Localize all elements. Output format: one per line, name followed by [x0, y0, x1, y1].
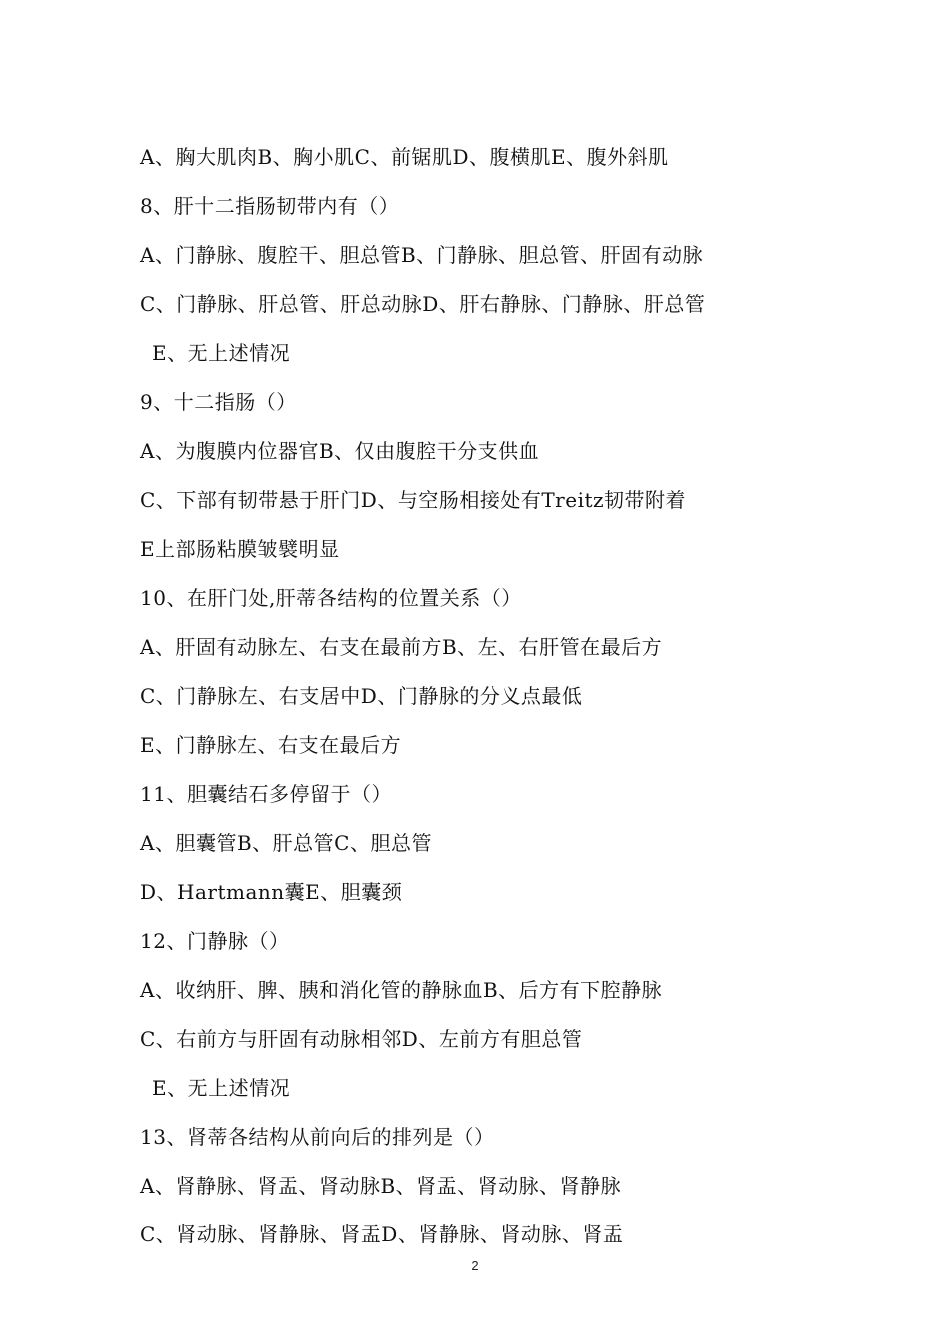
text-line-q9-options-ab: A、为腹膜内位器官B、仅由腹腔干分支供血: [140, 439, 540, 463]
text-line-q9-options-cd: C、下部有韧带悬于肝门D、与空肠相接处有Treitz韧带附着: [140, 488, 687, 512]
text-line-q10-option-e: E、门静脉左、右支在最后方: [140, 733, 402, 757]
text-line-q7-options: A、胸大肌肉B、胸小肌C、前锯肌D、腹横肌E、腹外斜肌: [140, 145, 669, 169]
text-line-q10-options-cd: C、门静脉左、右支居中D、门静脉的分义点最低: [140, 684, 583, 708]
text-line-q12-options-ab: A、收纳肝、脾、胰和消化管的静脉血B、后方有下腔静脉: [140, 978, 663, 1002]
text-line-q12-question: 12、门静脉（）: [140, 929, 290, 953]
text-line-q8-options-ab: A、门静脉、腹腔干、胆总管B、门静脉、胆总管、肝固有动脉: [140, 243, 704, 267]
text-line-q12-options-cd: C、右前方与肝固有动脉相邻D、左前方有胆总管: [140, 1027, 583, 1051]
text-line-q13-options-ab: A、肾静脉、肾盂、肾动脉B、肾盂、肾动脉、肾静脉: [140, 1174, 622, 1198]
text-line-q10-options-ab: A、肝固有动脉左、右支在最前方B、左、右肝管在最后方: [140, 635, 663, 659]
text-line-q10-question: 10、在肝门处,肝蒂各结构的位置关系（）: [140, 586, 522, 610]
text-line-q13-question: 13、肾蒂各结构从前向后的排列是（）: [140, 1125, 495, 1149]
text-line-q11-options-de: D、Hartmann囊E、胆囊颈: [140, 880, 403, 904]
page-number: 2: [471, 1258, 479, 1273]
text-line-q11-question: 11、胆囊结石多停留于（）: [140, 782, 392, 806]
text-line-q9-option-e: E上部肠粘膜皱襞明显: [140, 537, 340, 561]
text-line-q12-option-e: E、无上述情况: [152, 1076, 291, 1100]
text-line-q8-question: 8、肝十二指肠韧带内有（）: [140, 194, 400, 218]
text-line-q13-options-cd: C、肾动脉、肾静脉、肾盂D、肾静脉、肾动脉、肾盂: [140, 1222, 624, 1246]
text-line-q8-option-e: E、无上述情况: [152, 341, 291, 365]
text-line-q11-options-abc: A、胆囊管B、肝总管C、胆总管: [140, 831, 432, 855]
text-line-q9-question: 9、十二指肠（）: [140, 390, 297, 414]
text-line-q8-options-cd: C、门静脉、肝总管、肝总动脉D、肝右静脉、门静脉、肝总管: [140, 292, 706, 316]
